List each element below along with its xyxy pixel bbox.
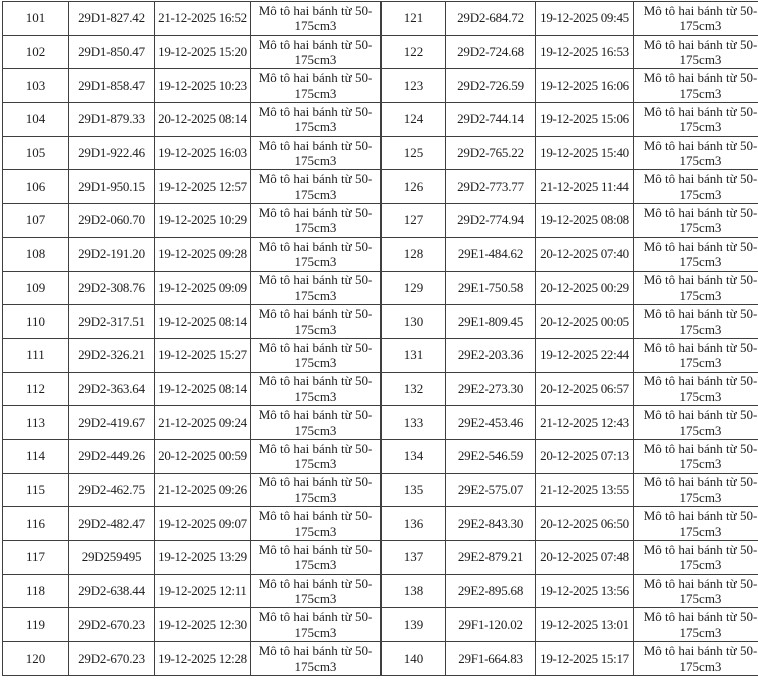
violation-datetime-cell: 19-12-2025 15:17 [536, 642, 634, 676]
license-plate-cell: 29E1-809.45 [446, 305, 536, 339]
license-plate-cell: 29E2-895.68 [446, 574, 536, 608]
license-plate-cell: 29D2-670.23 [69, 642, 155, 676]
table-row [382, 35, 758, 69]
license-plate-cell: 29D2-726.59 [446, 69, 536, 103]
row-number-cell: 116 [3, 507, 69, 541]
row-number-cell: 139 [382, 608, 446, 642]
table-row [382, 305, 758, 339]
license-plate-cell: 29E2-575.07 [446, 473, 536, 507]
license-plate-cell: 29D2-765.22 [446, 136, 536, 170]
table-right-body [382, 2, 758, 676]
license-plate-cell: 29D2-308.76 [69, 271, 155, 305]
table-row [382, 473, 758, 507]
vehicle-type-cell: Mô tô hai bánh từ 50-175cm3 [251, 439, 381, 473]
vehicle-type-cell: Mô tô hai bánh từ 50-175cm3 [634, 136, 758, 170]
table-row [3, 338, 381, 372]
table-row [382, 608, 758, 642]
table-row [3, 136, 381, 170]
vehicle-type-cell: Mô tô hai bánh từ 50-175cm3 [251, 271, 381, 305]
table-row [382, 237, 758, 271]
vehicle-type-cell: Mô tô hai bánh từ 50-175cm3 [634, 271, 758, 305]
table-row [3, 574, 381, 608]
table-row [382, 574, 758, 608]
license-plate-cell: 29E1-484.62 [446, 237, 536, 271]
license-plate-cell: 29D2-670.23 [69, 608, 155, 642]
row-number-cell: 136 [382, 507, 446, 541]
license-plate-cell: 29D1-858.47 [69, 69, 155, 103]
table-row [3, 204, 381, 238]
table-row [3, 2, 381, 36]
violation-datetime-cell: 19-12-2025 15:06 [536, 103, 634, 137]
row-number-cell: 102 [3, 35, 69, 69]
vehicle-type-cell: Mô tô hai bánh từ 50-175cm3 [251, 103, 381, 137]
row-number-cell: 115 [3, 473, 69, 507]
table-row [382, 541, 758, 575]
vehicle-type-cell: Mô tô hai bánh từ 50-175cm3 [634, 372, 758, 406]
row-number-cell: 110 [3, 305, 69, 339]
violation-datetime-cell: 19-12-2025 12:30 [155, 608, 251, 642]
row-number-cell: 112 [3, 372, 69, 406]
violation-datetime-cell: 20-12-2025 08:14 [155, 103, 251, 137]
table-row [3, 103, 381, 137]
vehicle-type-cell: Mô tô hai bánh từ 50-175cm3 [251, 574, 381, 608]
license-plate-cell: 29E2-273.30 [446, 372, 536, 406]
vehicle-type-cell: Mô tô hai bánh từ 50-175cm3 [634, 237, 758, 271]
violation-datetime-cell: 20-12-2025 07:40 [536, 237, 634, 271]
violation-datetime-cell: 19-12-2025 13:29 [155, 541, 251, 575]
row-number-cell: 132 [382, 372, 446, 406]
violation-datetime-cell: 20-12-2025 00:29 [536, 271, 634, 305]
row-number-cell: 118 [3, 574, 69, 608]
row-number-cell: 120 [3, 642, 69, 676]
row-number-cell: 109 [3, 271, 69, 305]
row-number-cell: 117 [3, 541, 69, 575]
table-row [3, 271, 381, 305]
violation-table-left [2, 1, 381, 676]
violation-table-right [381, 1, 758, 676]
vehicle-type-cell: Mô tô hai bánh từ 50-175cm3 [634, 574, 758, 608]
table-row [382, 136, 758, 170]
violation-datetime-cell: 19-12-2025 10:29 [155, 204, 251, 238]
table-row [3, 642, 381, 676]
table-row [3, 541, 381, 575]
table-row [382, 406, 758, 440]
table-row [3, 69, 381, 103]
vehicle-type-cell: Mô tô hai bánh từ 50-175cm3 [251, 170, 381, 204]
vehicle-type-cell: Mô tô hai bánh từ 50-175cm3 [251, 473, 381, 507]
license-plate-cell: 29E2-203.36 [446, 338, 536, 372]
vehicle-type-cell: Mô tô hai bánh từ 50-175cm3 [251, 372, 381, 406]
license-plate-cell: 29D2-363.64 [69, 372, 155, 406]
violation-datetime-cell: 19-12-2025 12:28 [155, 642, 251, 676]
vehicle-type-cell: Mô tô hai bánh từ 50-175cm3 [634, 69, 758, 103]
row-number-cell: 125 [382, 136, 446, 170]
row-number-cell: 128 [382, 237, 446, 271]
violation-datetime-cell: 19-12-2025 09:07 [155, 507, 251, 541]
table-row [3, 507, 381, 541]
vehicle-type-cell: Mô tô hai bánh từ 50-175cm3 [251, 237, 381, 271]
vehicle-type-cell: Mô tô hai bánh từ 50-175cm3 [634, 305, 758, 339]
license-plate-cell: 29D1-827.42 [69, 2, 155, 36]
row-number-cell: 113 [3, 406, 69, 440]
table-row [382, 439, 758, 473]
vehicle-type-cell: Mô tô hai bánh từ 50-175cm3 [634, 338, 758, 372]
license-plate-cell: 29D2-724.68 [446, 35, 536, 69]
row-number-cell: 114 [3, 439, 69, 473]
row-number-cell: 134 [382, 439, 446, 473]
license-plate-cell: 29E2-546.59 [446, 439, 536, 473]
vehicle-type-cell: Mô tô hai bánh từ 50-175cm3 [634, 103, 758, 137]
license-plate-cell: 29E2-843.30 [446, 507, 536, 541]
license-plate-cell: 29D2-191.20 [69, 237, 155, 271]
license-plate-cell: 29D2-060.70 [69, 204, 155, 238]
row-number-cell: 122 [382, 35, 446, 69]
license-plate-cell: 29F1-664.83 [446, 642, 536, 676]
row-number-cell: 129 [382, 271, 446, 305]
vehicle-type-cell: Mô tô hai bánh từ 50-175cm3 [634, 541, 758, 575]
table-left-body [3, 2, 381, 676]
row-number-cell: 133 [382, 406, 446, 440]
license-plate-cell: 29D2-638.44 [69, 574, 155, 608]
violation-datetime-cell: 21-12-2025 12:43 [536, 406, 634, 440]
license-plate-cell: 29E2-453.46 [446, 406, 536, 440]
table-row [3, 305, 381, 339]
license-plate-cell: 29E1-750.58 [446, 271, 536, 305]
vehicle-type-cell: Mô tô hai bánh từ 50-175cm3 [634, 642, 758, 676]
row-number-cell: 111 [3, 338, 69, 372]
row-number-cell: 119 [3, 608, 69, 642]
license-plate-cell: 29D2-744.14 [446, 103, 536, 137]
vehicle-type-cell: Mô tô hai bánh từ 50-175cm3 [634, 439, 758, 473]
violation-datetime-cell: 21-12-2025 11:44 [536, 170, 634, 204]
row-number-cell: 138 [382, 574, 446, 608]
vehicle-type-cell: Mô tô hai bánh từ 50-175cm3 [251, 69, 381, 103]
license-plate-cell: 29D1-922.46 [69, 136, 155, 170]
violation-datetime-cell: 19-12-2025 16:53 [536, 35, 634, 69]
table-row [3, 35, 381, 69]
table-row [3, 170, 381, 204]
violation-datetime-cell: 19-12-2025 13:56 [536, 574, 634, 608]
row-number-cell: 105 [3, 136, 69, 170]
vehicle-type-cell: Mô tô hai bánh từ 50-175cm3 [251, 608, 381, 642]
row-number-cell: 103 [3, 69, 69, 103]
violation-datetime-cell: 20-12-2025 07:13 [536, 439, 634, 473]
table-row [382, 642, 758, 676]
vehicle-type-cell: Mô tô hai bánh từ 50-175cm3 [251, 2, 381, 36]
row-number-cell: 121 [382, 2, 446, 36]
table-row [382, 372, 758, 406]
violation-datetime-cell: 19-12-2025 13:01 [536, 608, 634, 642]
table-row [382, 2, 758, 36]
table-row [382, 507, 758, 541]
license-plate-cell: 29D2-326.21 [69, 338, 155, 372]
row-number-cell: 101 [3, 2, 69, 36]
violation-datetime-cell: 20-12-2025 06:50 [536, 507, 634, 541]
vehicle-type-cell: Mô tô hai bánh từ 50-175cm3 [634, 35, 758, 69]
license-plate-cell: 29D2-774.94 [446, 204, 536, 238]
violation-datetime-cell: 20-12-2025 00:59 [155, 439, 251, 473]
license-plate-cell: 29D259495 [69, 541, 155, 575]
table-row [3, 406, 381, 440]
license-plate-cell: 29D1-879.33 [69, 103, 155, 137]
violation-datetime-cell: 19-12-2025 22:44 [536, 338, 634, 372]
violation-datetime-cell: 21-12-2025 16:52 [155, 2, 251, 36]
violation-datetime-cell: 19-12-2025 10:23 [155, 69, 251, 103]
table-row [382, 204, 758, 238]
row-number-cell: 124 [382, 103, 446, 137]
row-number-cell: 131 [382, 338, 446, 372]
row-number-cell: 104 [3, 103, 69, 137]
license-plate-cell: 29D2-684.72 [446, 2, 536, 36]
vehicle-type-cell: Mô tô hai bánh từ 50-175cm3 [634, 507, 758, 541]
violation-datetime-cell: 19-12-2025 16:06 [536, 69, 634, 103]
vehicle-type-cell: Mô tô hai bánh từ 50-175cm3 [634, 2, 758, 36]
license-plate-cell: 29D1-850.47 [69, 35, 155, 69]
vehicle-type-cell: Mô tô hai bánh từ 50-175cm3 [251, 406, 381, 440]
license-plate-cell: 29D1-950.15 [69, 170, 155, 204]
license-plate-cell: 29D2-419.67 [69, 406, 155, 440]
license-plate-cell: 29E2-879.21 [446, 541, 536, 575]
row-number-cell: 137 [382, 541, 446, 575]
vehicle-type-cell: Mô tô hai bánh từ 50-175cm3 [251, 136, 381, 170]
row-number-cell: 140 [382, 642, 446, 676]
table-row [3, 372, 381, 406]
license-plate-cell: 29D2-449.26 [69, 439, 155, 473]
violation-datetime-cell: 19-12-2025 15:40 [536, 136, 634, 170]
table-row [382, 69, 758, 103]
row-number-cell: 130 [382, 305, 446, 339]
violation-datetime-cell: 20-12-2025 07:48 [536, 541, 634, 575]
violation-datetime-cell: 19-12-2025 15:27 [155, 338, 251, 372]
table-row [382, 271, 758, 305]
vehicle-type-cell: Mô tô hai bánh từ 50-175cm3 [251, 35, 381, 69]
table-row [3, 439, 381, 473]
row-number-cell: 135 [382, 473, 446, 507]
violation-datetime-cell: 19-12-2025 08:14 [155, 372, 251, 406]
table-row [3, 473, 381, 507]
vehicle-type-cell: Mô tô hai bánh từ 50-175cm3 [634, 204, 758, 238]
vehicle-type-cell: Mô tô hai bánh từ 50-175cm3 [251, 204, 381, 238]
violation-datetime-cell: 19-12-2025 16:03 [155, 136, 251, 170]
row-number-cell: 106 [3, 170, 69, 204]
license-plate-cell: 29D2-317.51 [69, 305, 155, 339]
vehicle-type-cell: Mô tô hai bánh từ 50-175cm3 [634, 473, 758, 507]
violation-datetime-cell: 19-12-2025 12:57 [155, 170, 251, 204]
row-number-cell: 123 [382, 69, 446, 103]
violation-datetime-cell: 21-12-2025 09:26 [155, 473, 251, 507]
violation-datetime-cell: 19-12-2025 09:09 [155, 271, 251, 305]
violation-datetime-cell: 19-12-2025 09:45 [536, 2, 634, 36]
license-plate-cell: 29D2-462.75 [69, 473, 155, 507]
table-row [382, 170, 758, 204]
vehicle-type-cell: Mô tô hai bánh từ 50-175cm3 [634, 608, 758, 642]
row-number-cell: 107 [3, 204, 69, 238]
table-row [3, 237, 381, 271]
license-plate-cell: 29D2-482.47 [69, 507, 155, 541]
row-number-cell: 127 [382, 204, 446, 238]
violation-datetime-cell: 19-12-2025 08:08 [536, 204, 634, 238]
violation-datetime-cell: 19-12-2025 12:11 [155, 574, 251, 608]
violation-datetime-cell: 19-12-2025 09:28 [155, 237, 251, 271]
violation-datetime-cell: 21-12-2025 09:24 [155, 406, 251, 440]
vehicle-type-cell: Mô tô hai bánh từ 50-175cm3 [251, 338, 381, 372]
violation-datetime-cell: 19-12-2025 08:14 [155, 305, 251, 339]
violation-datetime-cell: 20-12-2025 06:57 [536, 372, 634, 406]
vehicle-type-cell: Mô tô hai bánh từ 50-175cm3 [634, 170, 758, 204]
row-number-cell: 108 [3, 237, 69, 271]
table-row [3, 608, 381, 642]
table-row [382, 338, 758, 372]
license-plate-cell: 29D2-773.77 [446, 170, 536, 204]
violation-datetime-cell: 19-12-2025 15:20 [155, 35, 251, 69]
vehicle-type-cell: Mô tô hai bánh từ 50-175cm3 [251, 541, 381, 575]
vehicle-type-cell: Mô tô hai bánh từ 50-175cm3 [251, 507, 381, 541]
table-row [382, 103, 758, 137]
license-plate-cell: 29F1-120.02 [446, 608, 536, 642]
vehicle-type-cell: Mô tô hai bánh từ 50-175cm3 [634, 406, 758, 440]
violation-datetime-cell: 20-12-2025 00:05 [536, 305, 634, 339]
row-number-cell: 126 [382, 170, 446, 204]
vehicle-type-cell: Mô tô hai bánh từ 50-175cm3 [251, 642, 381, 676]
vehicle-type-cell: Mô tô hai bánh từ 50-175cm3 [251, 305, 381, 339]
violation-datetime-cell: 21-12-2025 13:55 [536, 473, 634, 507]
